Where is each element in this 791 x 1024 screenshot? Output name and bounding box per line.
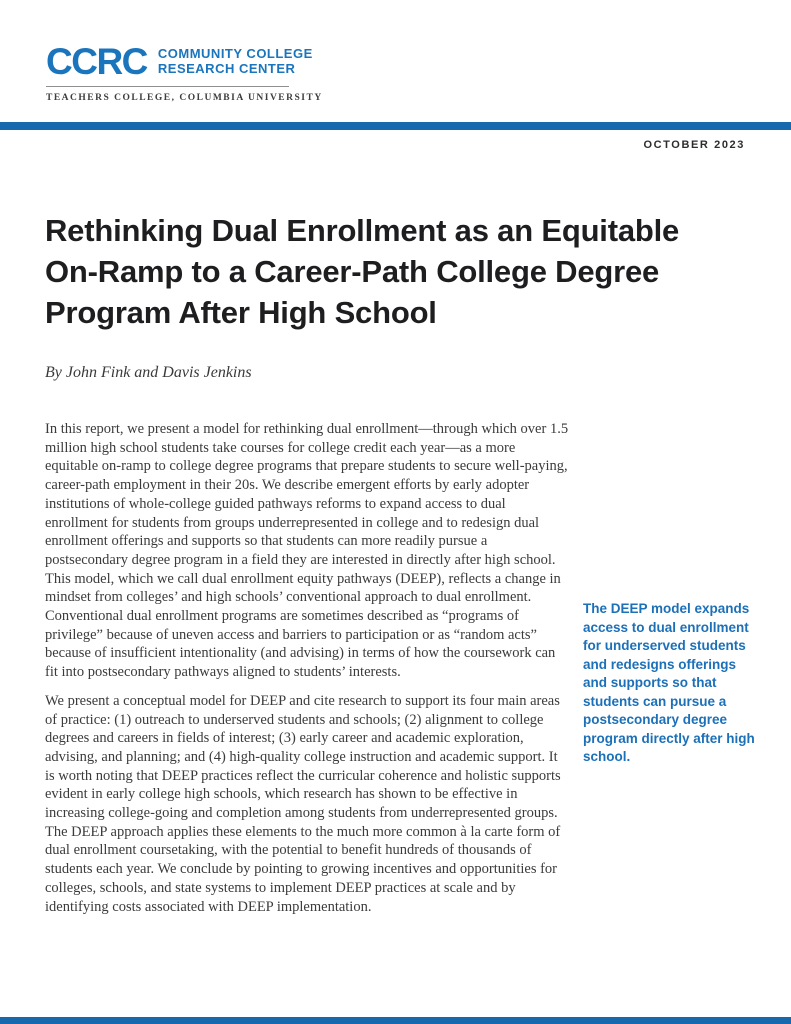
title-line-2: On-Ramp to a Career-Path College Degree bbox=[45, 254, 660, 289]
byline: By John Fink and Davis Jenkins bbox=[45, 364, 252, 381]
abstract-paragraph-2: We present a conceptual model for DEEP and cite research to support its four main areas of practice: (1) outreach to underserved students and schools; (2) alignment to college degrees and careers in fields of interest; (3) early career and academic exploration, advising, and planning; and (4) high-quality college instruction and academic support. It is worth noting that DEEP practices reflect the curricular coherence and holistic supports evident in early college high schools, which research has shown to be effective in increasing college-going and completion among students from underrepresented groups. The DEEP approach applies these elements to the much more common à la carte form of dual enrollment coursetaking, with the potential to benefit hundreds of thousands of students each year. We conclude by pointing to growing incentives and opportunities for colleges, schools, and state systems to implement DEEP practices at scale and by identifying costs associated with DEEP implementation. bbox=[45, 692, 561, 915]
ccrc-logo bbox=[46, 41, 323, 82]
abstract bbox=[45, 420, 569, 926]
institution-name: TEACHERS COLLEGE, COLUMBIA UNIVERSITY bbox=[46, 93, 323, 104]
top-blue-rule bbox=[0, 122, 791, 130]
ccrc-logo-acronym: CCRC bbox=[46, 41, 147, 82]
abstract-paragraph-1: In this report, we present a model for rethinking dual enrollment—through which over 1.5 million high school students take courses for college credit each year—as a more equitable on-ramp to college degree programs that prepare students to secure well-paying, career-path employment in their 20s. We describe emergent efforts by early adopter institutions of whole-college guided pathways reforms to expand access to dual enrollment for students from groups underrepresented in college and to redesign dual enrollment offerings and supports so that students can more readily pursue a postsecondary degree program in a field they are interested in directly after high school. This model, which we call dual enrollment equity pathways (DEEP), reflects a change in mindset from colleges’ and high schools’ conventional approach to dual enrollment. Conventional dual enrollment programs are sometimes described as “programs of privilege” because of uneven access and barriers to participation or as “random acts” because of insufficient intentionality (and advising) in terms of how the coursework can fit into postsecondary pathways aligned to students’ interests. bbox=[45, 421, 569, 681]
title-line-1: Rethinking Dual Enrollment as an Equitable bbox=[45, 213, 680, 248]
bottom-blue-rule bbox=[0, 1017, 791, 1024]
title-line-3: Program After High School bbox=[45, 295, 437, 330]
ccrc-logo-name bbox=[158, 47, 313, 76]
pull-quote-callout: The DEEP model expands access to dual enrollment for underserved students and redesigns offerings and supports so that students can pursue a postsecondary degree program directly after high school. bbox=[583, 601, 755, 764]
publication-date: OCTOBER 2023 bbox=[643, 139, 745, 151]
logo-name-line2: RESEARCH CENTER bbox=[157, 60, 296, 76]
logo-divider bbox=[46, 86, 289, 87]
masthead bbox=[46, 41, 323, 104]
report-title bbox=[45, 210, 679, 333]
logo-name-line1: COMMUNITY COLLEGE bbox=[157, 46, 313, 62]
